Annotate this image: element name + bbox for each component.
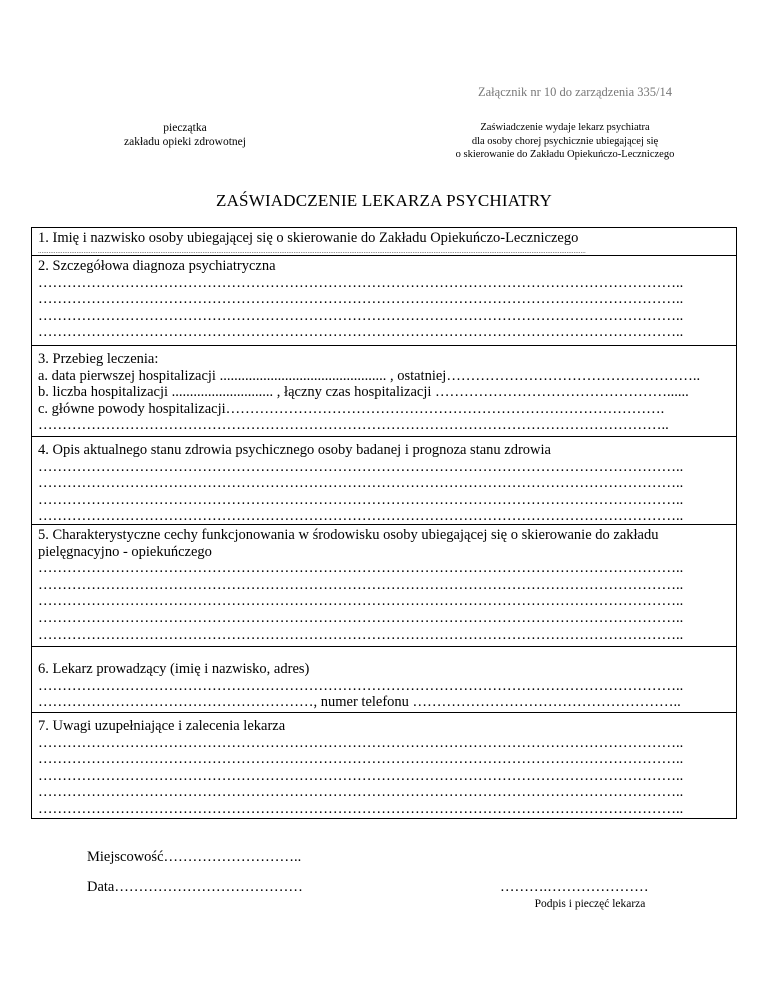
issuer-note <box>446 121 684 162</box>
section-6-heading: 6. Lekarz prowadzący (imię i nazwisko, adres) <box>38 661 310 677</box>
issuer-line-1: Zaświadczenie wydaje lekarz psychiatra <box>480 122 650 133</box>
section-5-fill-line[interactable]: …………………………………………………………………………………………………………………….. <box>38 576 684 593</box>
section-2-fill-line[interactable]: …………………………………………………………………………………………………………………….. <box>38 274 684 291</box>
section-5-fill-line[interactable]: …………………………………………………………………………………………………………………….. <box>38 593 684 610</box>
section-2-heading: 2. Szczegółowa diagnoza psychiatryczna <box>38 258 276 274</box>
section-5-heading: 5. Charakterystyczne cechy funkcjonowania w środowisku osoby ubiegającej się o skierowanie do zakładu <box>38 527 659 543</box>
section-5-functioning <box>32 525 736 647</box>
certificate-form <box>31 227 737 819</box>
section-3-fill-line[interactable]: ………………………………………………………………………………………………………………….. <box>38 417 669 434</box>
section-4-current-state <box>32 437 736 525</box>
section-7-fill-line[interactable]: …………………………………………………………………………………………………………………….. <box>38 734 684 751</box>
section-3-first-last-hospitalization[interactable]: a. data pierwszej hospitalizacji .............................................. , ostatniej…………………………………………….. <box>38 367 701 384</box>
section-1-fill-line[interactable]: ......................................................................................................................................................................................................................................................................................................................... <box>38 246 586 255</box>
section-7-fill-line[interactable]: …………………………………………………………………………………………………………………….. <box>38 767 684 784</box>
section-1-patient-name <box>32 228 736 256</box>
section-2-diagnosis <box>32 256 736 346</box>
section-3-hospitalization-count[interactable]: b. liczba hospitalizacji ............................ , łączny czas hospitalizacji …………………………………………...... <box>38 384 689 401</box>
section-1-heading: 1. Imię i nazwisko osoby ubiegającej się o skierowanie do Zakładu Opiekuńczo-Leczniczego <box>38 230 579 246</box>
section-5-fill-line[interactable]: …………………………………………………………………………………………………………………….. <box>38 626 684 643</box>
date-field[interactable]: Data………………………………… <box>87 879 303 895</box>
section-7-fill-line[interactable]: …………………………………………………………………………………………………………………….. <box>38 784 684 801</box>
section-4-fill-line[interactable]: …………………………………………………………………………………………………………………….. <box>38 458 684 475</box>
section-4-heading: 4. Opis aktualnego stanu zdrowia psychicznego osoby badanej i prognoza stanu zdrowia <box>38 442 551 458</box>
section-7-remarks <box>32 713 736 819</box>
section-5-fill-line[interactable]: …………………………………………………………………………………………………………………….. <box>38 609 684 626</box>
section-6-doctor-address-line[interactable]: …………………………………………………………………………………………………………………….. <box>38 677 684 694</box>
section-3-heading: 3. Przebieg leczenia: <box>38 351 159 367</box>
section-5-fill-line[interactable]: …………………………………………………………………………………………………………………….. <box>38 560 684 577</box>
section-5-heading-continued: pielęgnacyjno - opiekuńczego <box>38 543 212 560</box>
section-2-fill-line[interactable]: …………………………………………………………………………………………………………………….. <box>38 324 684 341</box>
section-7-heading: 7. Uwagi uzupełniające i zalecenia lekarza <box>38 718 286 734</box>
document-title: ZAŚWIADCZENIE LEKARZA PSYCHIATRY <box>215 191 552 210</box>
place-field[interactable]: Miejscowość……………………….. <box>87 849 302 865</box>
stamp-line-1: pieczątka <box>163 122 207 134</box>
issuer-line-2: dla osoby chorej psychicznie ubiegającej się <box>471 135 659 147</box>
section-6-attending-doctor <box>32 647 736 713</box>
section-4-fill-line[interactable]: …………………………………………………………………………………………………………………….. <box>38 508 684 525</box>
section-7-fill-line[interactable]: …………………………………………………………………………………………………………………….. <box>38 751 684 768</box>
stamp-placeholder <box>100 121 270 149</box>
section-7-fill-line[interactable]: …………………………………………………………………………………………………………………….. <box>38 800 684 817</box>
issuer-line-3: o skierowanie do Zakładu Opiekuńczo-Leczniczego <box>455 149 675 160</box>
section-2-fill-line[interactable]: …………………………………………………………………………………………………………………….. <box>38 291 684 308</box>
section-4-fill-line[interactable]: …………………………………………………………………………………………………………………….. <box>38 491 684 508</box>
annex-reference: Załącznik nr 10 do zarządzenia 335/14 <box>477 85 672 99</box>
section-3-treatment-history <box>32 346 736 437</box>
section-4-fill-line[interactable]: …………………………………………………………………………………………………………………….. <box>38 475 684 492</box>
section-2-fill-line[interactable]: …………………………………………………………………………………………………………………….. <box>38 307 684 324</box>
signature-caption: Podpis i pieczęć lekarza <box>534 898 646 910</box>
stamp-line-2: zakładu opieki zdrowotnej <box>124 136 246 148</box>
section-3-hospitalization-reasons[interactable]: c. główne powody hospitalizacji………………………………………………………………………………. <box>38 400 665 417</box>
signature-field[interactable]: ……….………………… <box>500 879 649 895</box>
section-6-phone-line[interactable]: …………………………………………………, numer telefonu ……………………………………………….. <box>38 694 681 711</box>
